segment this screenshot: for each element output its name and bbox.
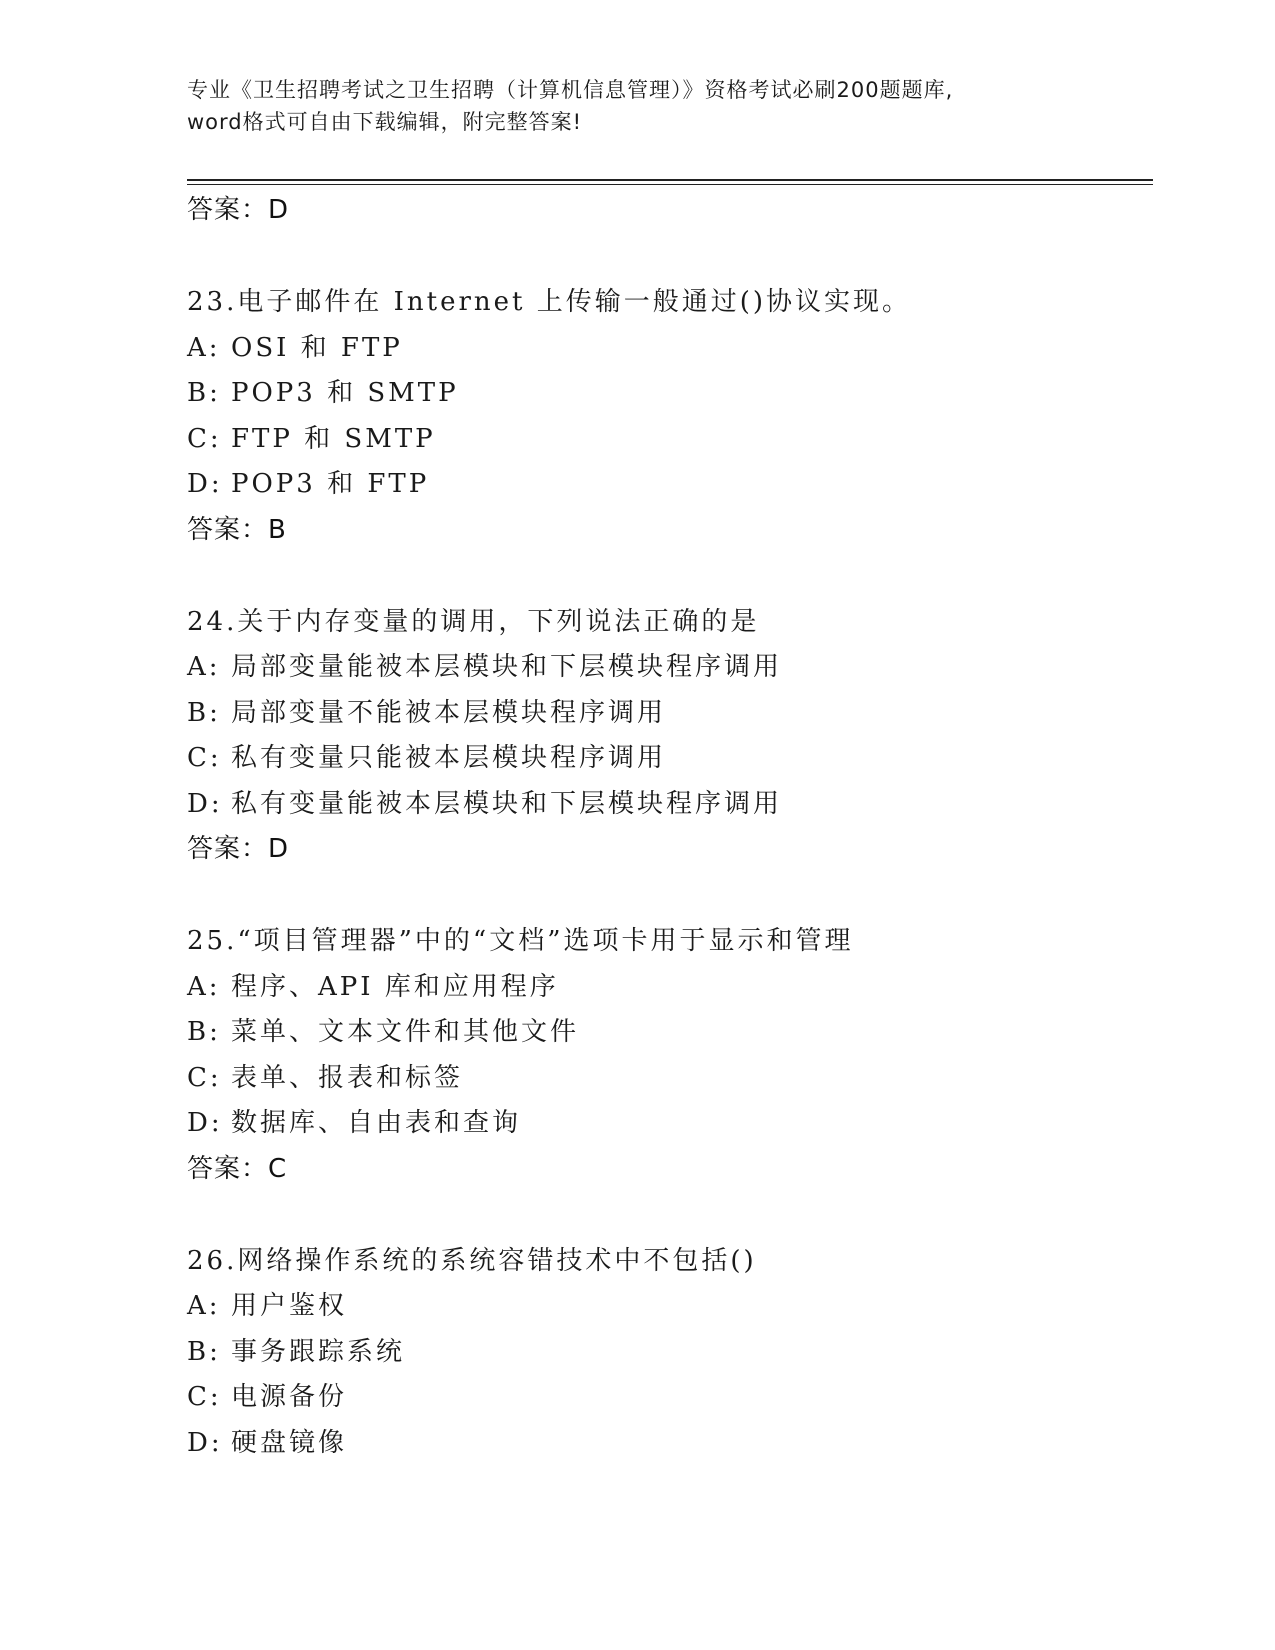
- option-row: [187, 691, 1147, 737]
- option-text: 局部变量不能被本层模块程序调用: [231, 697, 667, 728]
- question-list: [187, 280, 1147, 1466]
- spacer: [187, 1192, 1147, 1239]
- option-key: C:: [187, 743, 222, 773]
- option-row: [187, 462, 1147, 508]
- spacer: [187, 553, 1147, 600]
- spacer: [187, 233, 1147, 280]
- option-row: [187, 1421, 1147, 1467]
- option-key: A:: [187, 1291, 221, 1321]
- option-row: [187, 326, 1147, 372]
- option-text: 数据库、自由表和查询: [231, 1108, 522, 1138]
- option-text: OSI 和 FTP: [231, 332, 403, 363]
- header-rule-thick: [187, 179, 1153, 181]
- option-row: [187, 1101, 1147, 1147]
- question-block: [187, 280, 1147, 600]
- answer-line: 答案：C: [187, 1153, 288, 1184]
- option-text: POP3 和 SMTP: [231, 378, 459, 408]
- header-rule-thin: [187, 184, 1153, 185]
- option-text: 菜单、文本文件和其他文件: [231, 1017, 580, 1047]
- option-row: [187, 965, 1147, 1011]
- option-key: D:: [187, 788, 223, 819]
- answer-line: 答案：D: [187, 195, 290, 225]
- option-row: [187, 782, 1147, 828]
- option-row: [187, 417, 1147, 463]
- question-block: [187, 600, 1147, 920]
- option-row: [187, 1284, 1147, 1330]
- option-key: D:: [187, 469, 223, 499]
- question-block: [187, 1239, 1147, 1467]
- option-row: [187, 1330, 1147, 1376]
- option-key: B:: [187, 697, 221, 728]
- option-text: 程序、API 库和应用程序: [231, 971, 559, 1002]
- option-text: 电源备份: [231, 1382, 348, 1412]
- option-text: 表单、报表和标签: [231, 1062, 464, 1093]
- option-key: D:: [187, 1427, 223, 1458]
- option-text: 用户鉴权: [231, 1291, 348, 1321]
- question-content: [187, 188, 1147, 1466]
- option-text: 硬盘镜像: [231, 1427, 348, 1458]
- question-stem: 25.“项目管理器”中的“文档”选项卡用于显示和管理: [187, 926, 854, 956]
- option-key: B:: [187, 378, 221, 408]
- option-row: [187, 645, 1147, 691]
- option-row: [187, 371, 1147, 417]
- answer-line: 答案：D: [187, 834, 290, 864]
- option-key: C:: [187, 1382, 222, 1412]
- question-stem: 24.关于内存变量的调用，下列说法正确的是: [187, 606, 760, 637]
- option-key: B:: [187, 1336, 221, 1367]
- option-text: 事务跟踪系统: [231, 1336, 406, 1367]
- option-row: [187, 1375, 1147, 1421]
- option-key: A:: [187, 332, 221, 363]
- option-row: [187, 736, 1147, 782]
- option-key: B:: [187, 1017, 221, 1047]
- option-text: 私有变量能被本层模块和下层模块程序调用: [231, 788, 783, 819]
- option-key: D:: [187, 1108, 223, 1138]
- option-text: 局部变量能被本层模块和下层模块程序调用: [231, 652, 783, 682]
- question-stem: 23.电子邮件在 Internet 上传输一般通过()协议实现。: [187, 287, 912, 317]
- document-header: [187, 74, 1087, 138]
- option-text: 私有变量只能被本层模块程序调用: [231, 743, 667, 773]
- question-block: [187, 919, 1147, 1239]
- option-key: C:: [187, 1062, 222, 1093]
- question-stem: 26.网络操作系统的系统容错技术中不包括(): [187, 1245, 757, 1276]
- option-row: [187, 1010, 1147, 1056]
- header-line-1: 专业《卫生招聘考试之卫生招聘（计算机信息管理）》资格考试必刷200题题库,: [187, 78, 954, 102]
- header-line-2: word格式可自由下载编辑，附完整答案!: [187, 110, 583, 134]
- option-row: [187, 1056, 1147, 1102]
- option-key: C:: [187, 423, 222, 454]
- option-key: A:: [187, 652, 221, 682]
- option-key: A:: [187, 971, 221, 1002]
- answer-line: 答案：B: [187, 514, 287, 545]
- option-text: FTP 和 SMTP: [231, 423, 436, 454]
- option-text: POP3 和 FTP: [231, 469, 430, 499]
- spacer: [187, 872, 1147, 919]
